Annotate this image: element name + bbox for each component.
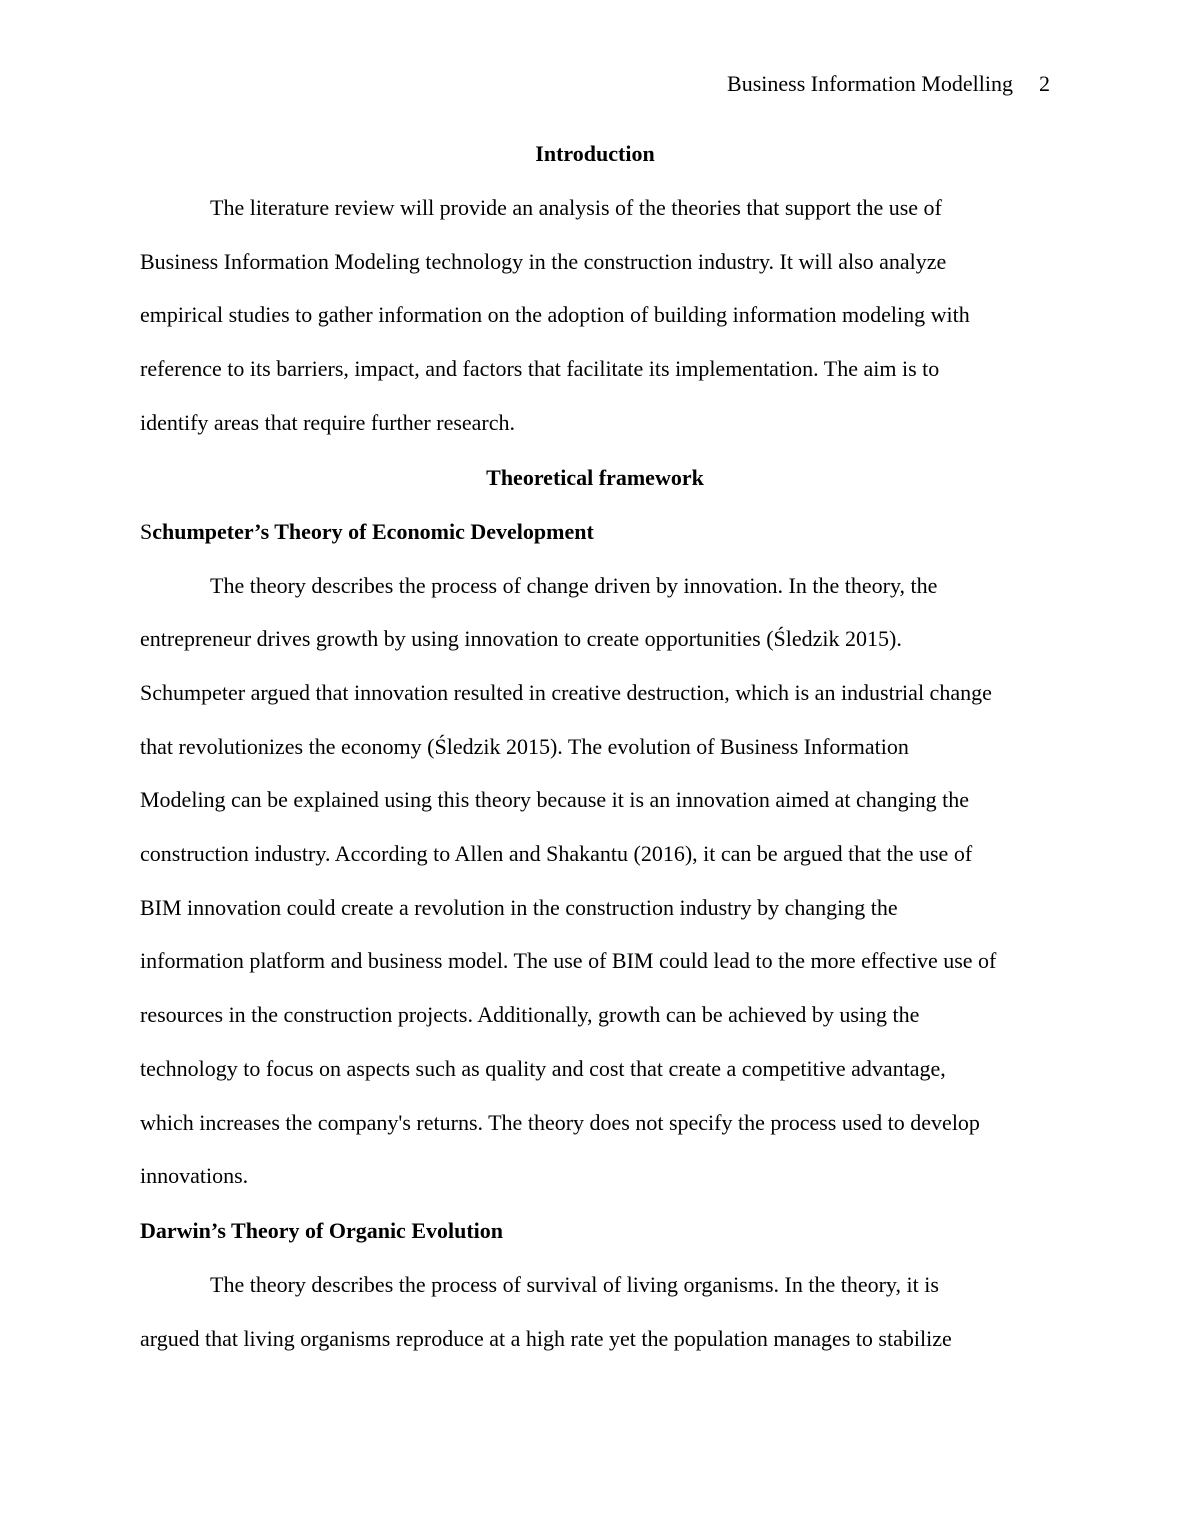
- running-header: [727, 70, 1050, 98]
- running-title: Business Information Modelling: [727, 71, 1013, 96]
- darwin-paragraph: The theory describes the process of survival of living organisms. In the theory, it is argued that living organisms reproduce at a high rate yet the population manages to stabilize: [140, 1271, 952, 1351]
- introduction-paragraph: The literature review will provide an analysis of the theories that support the use of Business Information Modeling technology in the construction industry. It will also analyze empirical studies to gather information on the adoption of building information modeling with reference to its barriers, impact, and factors that facilitate its implementation. The aim is to identify areas that require further research.: [140, 195, 970, 435]
- schumpeter-paragraph: The theory describes the process of change driven by innovation. In the theory, the entrepreneur drives growth by using innovation to create opportunities (Śledzik 2015). Schumpeter argued that innovation resulted in creative destruction, which is an industrial change that revolutionizes the economy (Śledzik 2015). The evolution of Business Information Modeling can be explained using this theory because it is an innovation aimed at changing the construction industry. According to Allen and Shakantu (2016), it can be argued that the use of BIM innovation could create a revolution in the construction industry by changing the information platform and business model. The use of BIM could lead to the more effective use of resources in the construction projects. Additionally, growth can be achieved by using the technology to focus on aspects such as quality and cost that create a competitive advantage, which increases the company's returns. The theory does not specify the process used to develop innovations.: [140, 572, 997, 1189]
- schumpeter-heading: [140, 515, 1060, 548]
- document-body: [140, 137, 1060, 1365]
- darwin-heading: Darwin’s Theory of Organic Evolution: [140, 1217, 504, 1243]
- theoretical-framework-heading: Theoretical framework: [486, 464, 704, 490]
- schumpeter-heading-initial: S: [140, 518, 153, 544]
- page-number: 2: [1039, 71, 1050, 96]
- introduction-heading: Introduction: [535, 141, 655, 166]
- schumpeter-heading-rest: chumpeter’s Theory of Economic Development: [152, 518, 594, 544]
